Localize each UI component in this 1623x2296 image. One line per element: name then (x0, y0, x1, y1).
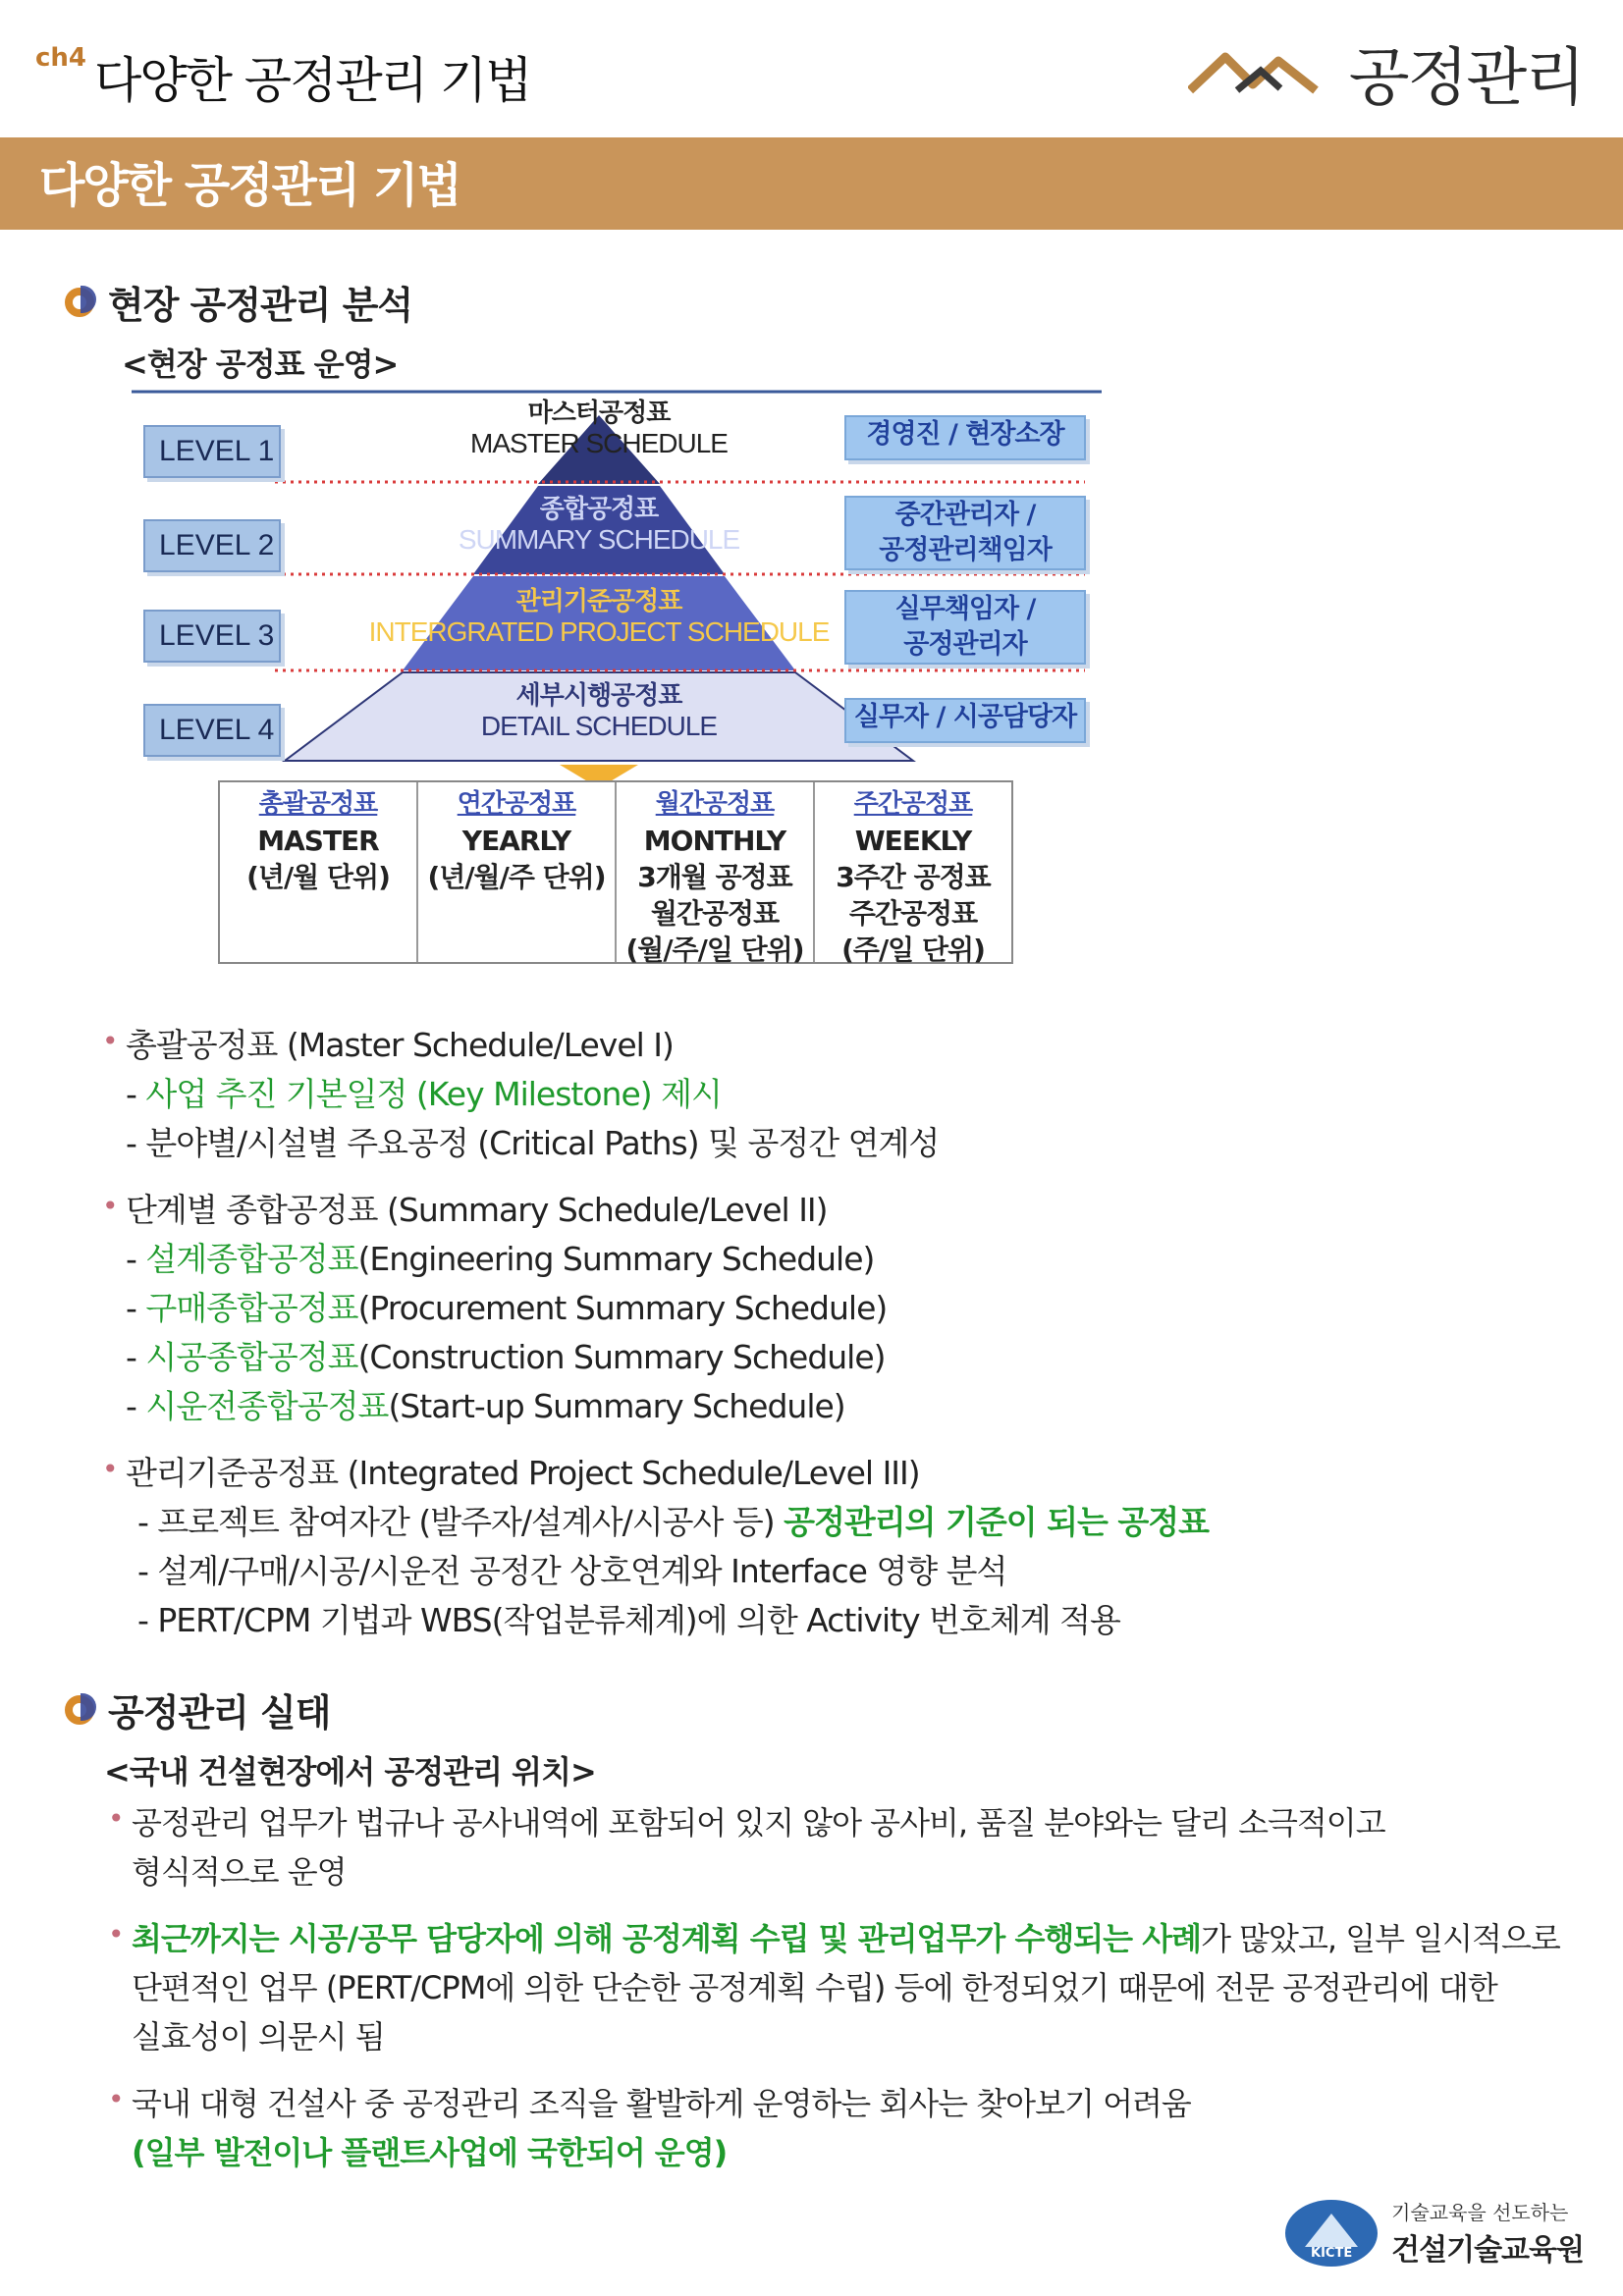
pyramid-level-2-ko: 종합공정표 (539, 494, 659, 523)
section-title: 현장 공정관리 분석 (108, 284, 413, 327)
section-heading-analysis (65, 275, 412, 329)
table-col-head: 주간공정표 (853, 789, 973, 819)
schedule-level-diagram (128, 388, 1109, 977)
role-level-2-line-2: 공정관리책임자 (879, 535, 1052, 565)
table-cell: MONTHLY (643, 825, 786, 857)
table-col-monthly (617, 782, 815, 966)
highlight-text: 공정관리의 기준이 되는 공정표 (784, 1503, 1210, 1541)
page-title: 다양한 공정관리 기법 (94, 52, 531, 109)
table-col-head: 월간공정표 (655, 789, 775, 819)
section-subtitle: <현장 공정표 운영> (122, 346, 399, 383)
footer-org-name: 건설기술교육원 (1391, 2233, 1584, 2268)
section-subtitle: <국내 건설현장에서 공정관리 위치> (104, 1753, 596, 1790)
pyramid-level-4-en: DETAIL SCHEDULE (480, 711, 718, 741)
chapter-label: ch4 (35, 43, 87, 73)
schedule-level-list (98, 1021, 1209, 1645)
list-sub-item: - 사업 추진 기본일정 (Key Milestone) 제시 (126, 1075, 722, 1113)
list-item-continued: 형식적으로 운영 (132, 1853, 347, 1891)
pyramid-level-3-en: INTERGRATED PROJECT SCHEDULE (368, 616, 830, 647)
pyramid-level-4-ko: 세부시행공정표 (515, 680, 682, 710)
role-level-3-line-2: 공정관리자 (903, 629, 1027, 660)
level-3-label: LEVEL 3 (143, 610, 281, 663)
table-col-head: 총괄공정표 (258, 789, 378, 819)
role-level-3 (844, 590, 1086, 665)
footer-tagline: 기술교육을 선도하는 (1391, 2201, 1569, 2224)
pyramid-level-2-en: SUMMARY SCHEDULE (458, 524, 740, 555)
pyramid-level-1-text (304, 398, 893, 460)
list-item: • 공정관리 업무가 법규나 공사내역에 포함되어 있지 않아 공사비, 품질 분야와는 달리 소극적이고 (104, 1798, 1560, 1847)
role-level-2-line-1: 중간관리자 / (894, 500, 1036, 530)
pyramid-level-4-text (304, 680, 893, 743)
table-cell: (주/일 단위) (841, 934, 985, 966)
list-item: • 총괄공정표 (Master Schedule/Level I) (98, 1021, 1209, 1070)
sub-item-text: (Engineering Summary Schedule) (357, 1240, 875, 1278)
pyramid-level-1-ko: 마스터공정표 (527, 398, 671, 427)
sub-item-text: 설계/구매/시공/시운전 공정간 상호연계와 Interface 영향 분석 (157, 1552, 1007, 1590)
list-sub-item: - 설계종합공정표(Engineering Summary Schedule) (126, 1240, 875, 1278)
table-cell: 3주간 공정표 (836, 861, 991, 893)
sub-item-text: 분야별/시설별 주요공정 (Critical Paths) 및 공정간 연계성 (145, 1124, 940, 1162)
sub-item-text: (Start-up Summary Schedule) (388, 1387, 845, 1425)
list-item: • 관리기준공정표 (Integrated Project Schedule/Level III) (98, 1449, 1209, 1498)
level-2-label: LEVEL 2 (143, 519, 281, 572)
pyramid-level-2-text (304, 494, 893, 557)
sub-item-text: (Procurement Summary Schedule) (357, 1289, 888, 1327)
highlight-text: (일부 발전이나 플랜트사업에 국한되어 운영) (132, 2134, 728, 2171)
table-cell: (년/월/주 단위) (427, 861, 606, 893)
footer-org (1285, 2197, 1584, 2269)
logo-text: KICTE (1311, 2245, 1353, 2261)
brand-mountain-icon (1188, 51, 1325, 94)
table-col-yearly (418, 782, 617, 962)
list-item: • 단계별 종합공정표 (Summary Schedule/Level II) (98, 1186, 1209, 1235)
list-item-continued: 실효성이 의문시 됨 (132, 2018, 385, 2056)
sub-item-text: 프로젝트 참여자간 (발주자/설계사/시공사 등) (157, 1503, 784, 1541)
pyramid-level-1-en: MASTER SCHEDULE (470, 428, 728, 458)
table-cell: 3개월 공정표 (637, 861, 792, 893)
list-sub-item: - PERT/CPM 기법과 WBS(작업분류체계)에 의한 Activity 번호체계 적용 (137, 1601, 1120, 1639)
highlight-text: 사업 추진 기본일정 (Key Milestone) 제시 (145, 1075, 722, 1113)
list-sub-item: - 구매종합공정표(Procurement Summary Schedule) (126, 1289, 888, 1327)
sub-item-text: PERT/CPM 기법과 WBS(작업분류체계)에 의한 Activity 번호체계 적용 (157, 1601, 1120, 1639)
bullet-ring-icon (65, 288, 94, 317)
list-item-continued: 단편적인 업무 (PERT/CPM에 의한 단순한 공정계획 수립) 등에 한정되었기 때문에 전문 공정관리에 대한 (132, 1969, 1497, 2006)
table-cell: 월간공정표 (650, 897, 780, 930)
table-col-weekly (815, 782, 1011, 966)
table-cell: (년/월 단위) (246, 861, 390, 893)
highlight-text: 설계종합공정표 (145, 1240, 358, 1278)
role-level-1: 경영진 / 현장소장 (844, 415, 1086, 460)
table-cell: YEARLY (461, 825, 571, 857)
role-level-3-line-1: 실무책임자 / (894, 594, 1036, 624)
list-sub-item: - 프로젝트 참여자간 (발주자/설계사/시공사 등) 공정관리의 기준이 되는 공정표 (137, 1503, 1210, 1541)
list-sub-item: - 시운전종합공정표(Start-up Summary Schedule) (126, 1387, 845, 1425)
highlight-text: 시운전종합공정표 (145, 1387, 389, 1425)
item-text: 가 많았고, 일부 일시적으로 (1201, 1920, 1560, 1957)
brand-title: 공정관리 (1348, 42, 1584, 115)
list-item (104, 1914, 1560, 1963)
list-sub-item: - 분야별/시설별 주요공정 (Critical Paths) 및 공정간 연계성 (126, 1124, 940, 1162)
footer-text (1391, 2197, 1584, 2269)
pyramid-level-3-ko: 관리기준공정표 (515, 586, 682, 615)
table-col-head: 연간공정표 (457, 789, 576, 819)
role-level-4: 실무자 / 시공담당자 (844, 698, 1086, 743)
table-cell: WEEKLY (854, 825, 972, 857)
level-1-label: LEVEL 1 (143, 425, 281, 478)
level-4-label: LEVEL 4 (143, 704, 281, 757)
pyramid-level-3-text (304, 586, 893, 649)
role-level-2 (844, 496, 1086, 570)
kicte-logo (1285, 2200, 1378, 2267)
table-cell: (월/주/일 단위) (625, 934, 804, 966)
section-title: 공정관리 실태 (108, 1691, 331, 1735)
schedule-type-table (218, 780, 1013, 964)
highlight-text: 최근까지는 시공/공무 담당자에 의해 공정계획 수립 및 관리업무가 수행되는 사례 (132, 1920, 1202, 1957)
status-list (104, 1798, 1560, 2177)
brand (1188, 27, 1584, 118)
table-col-master (220, 782, 418, 962)
list-sub-item: - 시공종합공정표(Construction Summary Schedule) (126, 1338, 886, 1376)
band-title: 다양한 공정관리 기법 (39, 158, 460, 213)
table-cell: 주간공정표 (848, 897, 978, 930)
sub-item-text: (Construction Summary Schedule) (357, 1338, 886, 1376)
list-item: • 국내 대형 건설사 중 공정관리 조직을 활발하게 운영하는 회사는 찾아보기 어려움 (104, 2079, 1560, 2128)
highlight-text: 시공종합공정표 (145, 1338, 358, 1376)
table-cell: MASTER (257, 825, 379, 857)
list-sub-item: - 설계/구매/시공/시운전 공정간 상호연계와 Interface 영향 분석 (137, 1552, 1007, 1590)
highlight-text: 구매종합공정표 (145, 1289, 358, 1327)
section-heading-status (65, 1682, 330, 1736)
bullet-ring-icon (65, 1695, 94, 1725)
